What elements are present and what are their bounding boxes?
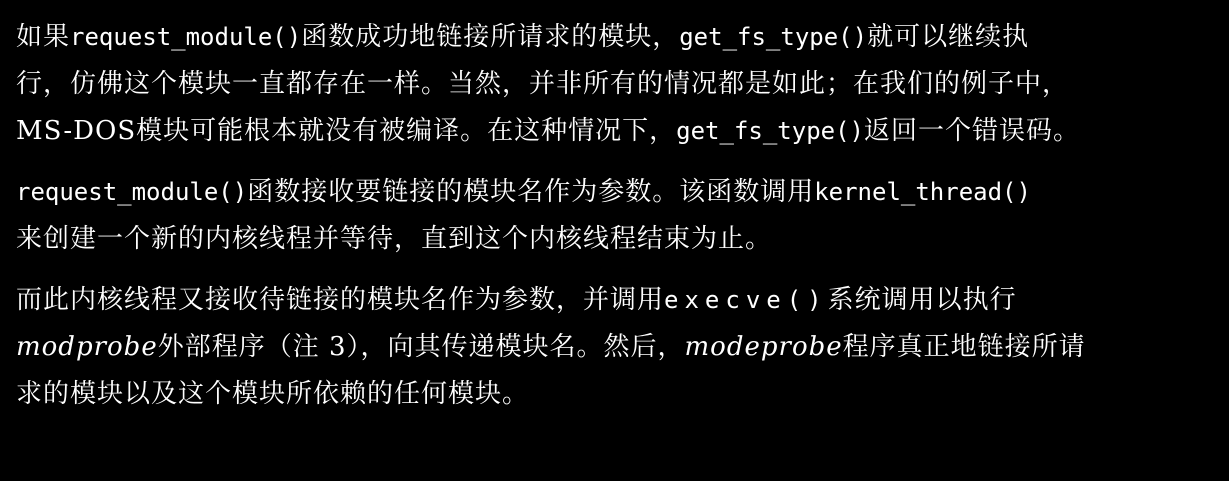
text-run: 函数成功地链接所请求的模块， [301, 22, 680, 52]
text-run: 如果 [16, 22, 71, 52]
code-kernel-thread: kernel_thread() [814, 178, 1031, 206]
text-line [16, 324, 1216, 371]
paragraph-request-module-args [16, 169, 1216, 263]
text-run: 就可以继续执 [867, 22, 1030, 52]
paragraph-kernel-thread-execve [16, 277, 1216, 418]
text-line [16, 108, 1216, 155]
text-run: MS-DOS模块可能根本就没有被编译。在这种情况下， [16, 116, 677, 146]
code-get-fs-type: get_fs_type() [679, 23, 868, 51]
text-line: 行，仿佛这个模块一直都存在一样。当然，并非所有的情况都是如此；在我们的例子中， [16, 69, 1070, 99]
italic-modprobe: modprobe [16, 332, 158, 362]
code-get-fs-type: get_fs_type() [676, 117, 864, 145]
code-execve: execve() [664, 286, 828, 314]
text-run: 程序真正地链接所请 [842, 332, 1086, 362]
document-page [16, 14, 1216, 418]
text-line: 求的模块以及这个模块所依赖的任何模块。 [16, 379, 530, 409]
text-run: 而此内核线程又接收待链接的模块名作为参数，并调用 [16, 285, 665, 315]
code-request-module: request_module() [70, 23, 302, 51]
text-line: 来创建一个新的内核线程并等待，直到这个内核线程结束为止。 [16, 224, 773, 254]
text-line [16, 169, 1216, 216]
italic-modeprobe: modeprobe [684, 332, 843, 362]
text-run: 外部程序（注 3），向其传递模块名。然后， [157, 332, 685, 362]
text-run: 返回一个错误码。 [864, 116, 1081, 146]
text-line [16, 277, 1216, 324]
text-run: 函数接收要链接的模块名作为参数。该函数调用 [247, 177, 815, 207]
paragraph-request-module-result [16, 14, 1216, 155]
text-run: 系统调用以执行 [827, 285, 1017, 315]
code-request-module: request_module() [16, 178, 248, 206]
text-line [16, 14, 1216, 61]
